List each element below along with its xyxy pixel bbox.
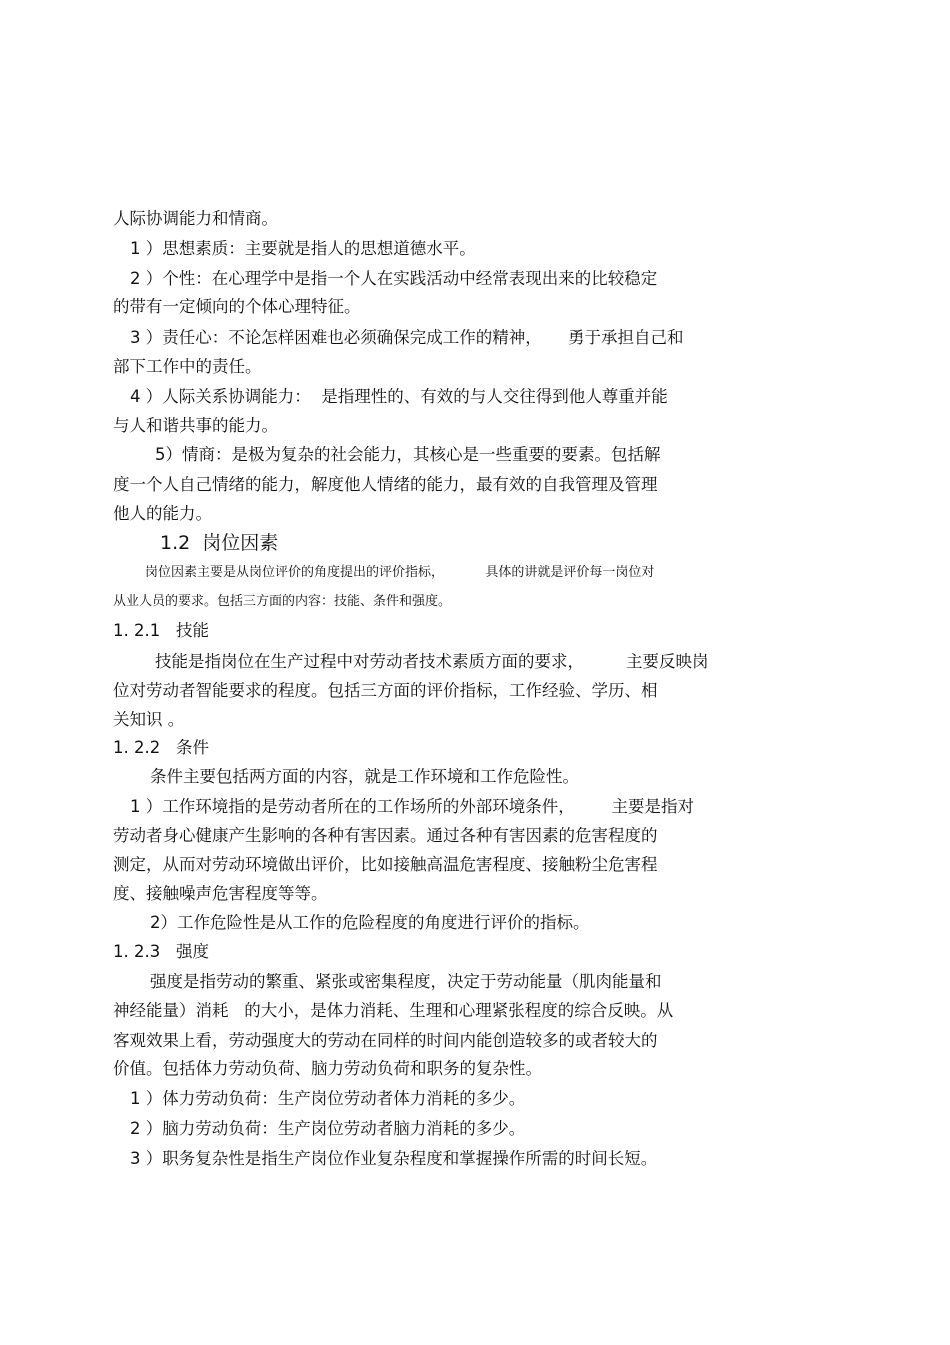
text-line: 从业人员的要求。包括三方面的内容：技能、条件和强度。 xyxy=(113,594,452,609)
text-line: 人际协调能力和情商。 xyxy=(113,209,278,228)
text-line: 客观效果上看，劳动强度大的劳动在同样的时间内能创造较多的或者较大的 xyxy=(113,1031,658,1050)
section-heading: 1.2 岗位因素 xyxy=(160,532,279,554)
list-item: 4 ）人际关系协调能力： 是指理性的、有效的与人交往得到他人尊重并能 xyxy=(130,387,668,406)
text-line: 劳动者身心健康产生影响的各种有害因素。通过各种有害因素的危害程度的 xyxy=(113,826,658,845)
list-item: 3 ）职务复杂性是指生产岗位作业复杂程度和掌握操作所需的时间长短。 xyxy=(130,1149,658,1168)
text-line: 与人和谐共事的能力。 xyxy=(113,416,278,435)
text-line: 强度是指劳动的繁重、紧张或密集程度，决定于劳动能量（肌肉能量和 xyxy=(150,972,662,991)
subsection-heading: 1. 2.2 条件 xyxy=(113,738,209,757)
list-item: 1 ）体力劳动负荷：生产岗位劳动者体力消耗的多少。 xyxy=(130,1089,526,1108)
subsection-heading: 1. 2.1 技能 xyxy=(113,621,209,640)
text-line: 度、接触噪声危害程度等等。 xyxy=(113,884,328,903)
list-item: 5）情商：是极为复杂的社会能力，其核心是一些重要的要素。包括解 xyxy=(155,445,661,464)
text-line: 位对劳动者智能要求的程度。包括三方面的评价指标，工作经验、学历、相 xyxy=(113,681,658,700)
list-item: 2 ）脑力劳动负荷：生产岗位劳动者脑力消耗的多少。 xyxy=(130,1119,526,1138)
list-item: 3 ）责任心：不论怎样困难也必须确保完成工作的精神， 勇于承担自己和 xyxy=(130,328,684,347)
text-line: 价值。包括体力劳动负荷、脑力劳动负荷和职务的复杂性。 xyxy=(113,1059,542,1078)
text-line: 条件主要包括两方面的内容，就是工作环境和工作危险性。 xyxy=(150,767,579,786)
subsection-heading: 1. 2.3 强度 xyxy=(113,942,209,961)
text-line: 的带有一定倾向的个体心理特征。 xyxy=(113,297,361,316)
list-item: 1 ）思想素质：主要就是指人的思想道德水平。 xyxy=(130,239,476,258)
text-line: 岗位因素主要是从岗位评价的角度提出的评价指标， 具体的讲就是评价每一岗位对 xyxy=(145,565,655,580)
list-item: 1 ）工作环境指的是劳动者所在的工作场所的外部环境条件， 主要是指对 xyxy=(130,797,694,816)
text-line: 部下工作中的责任。 xyxy=(113,357,262,376)
text-line: 神经能量）消耗 的大小，是体力消耗、生理和心理紧张程度的综合反映。从 xyxy=(113,1001,674,1020)
list-item: 2）工作危险性是从工作的危险程度的角度进行评价的指标。 xyxy=(150,913,590,932)
list-item: 2 ）个性：在心理学中是指一个人在实践活动中经常表现出来的比较稳定 xyxy=(130,269,658,288)
text-line: 测定，从而对劳动环境做出评价，比如接触高温危害程度、接触粉尘危害程 xyxy=(113,855,658,874)
text-line: 技能是指岗位在生产过程中对劳动者技术素质方面的要求， 主要反映岗 xyxy=(155,652,709,671)
text-line: 他人的能力。 xyxy=(113,504,212,523)
text-line: 度一个人自己情绪的能力，解度他人情绪的能力，最有效的自我管理及管理 xyxy=(113,475,658,494)
text-line: 关知识 。 xyxy=(113,710,185,729)
